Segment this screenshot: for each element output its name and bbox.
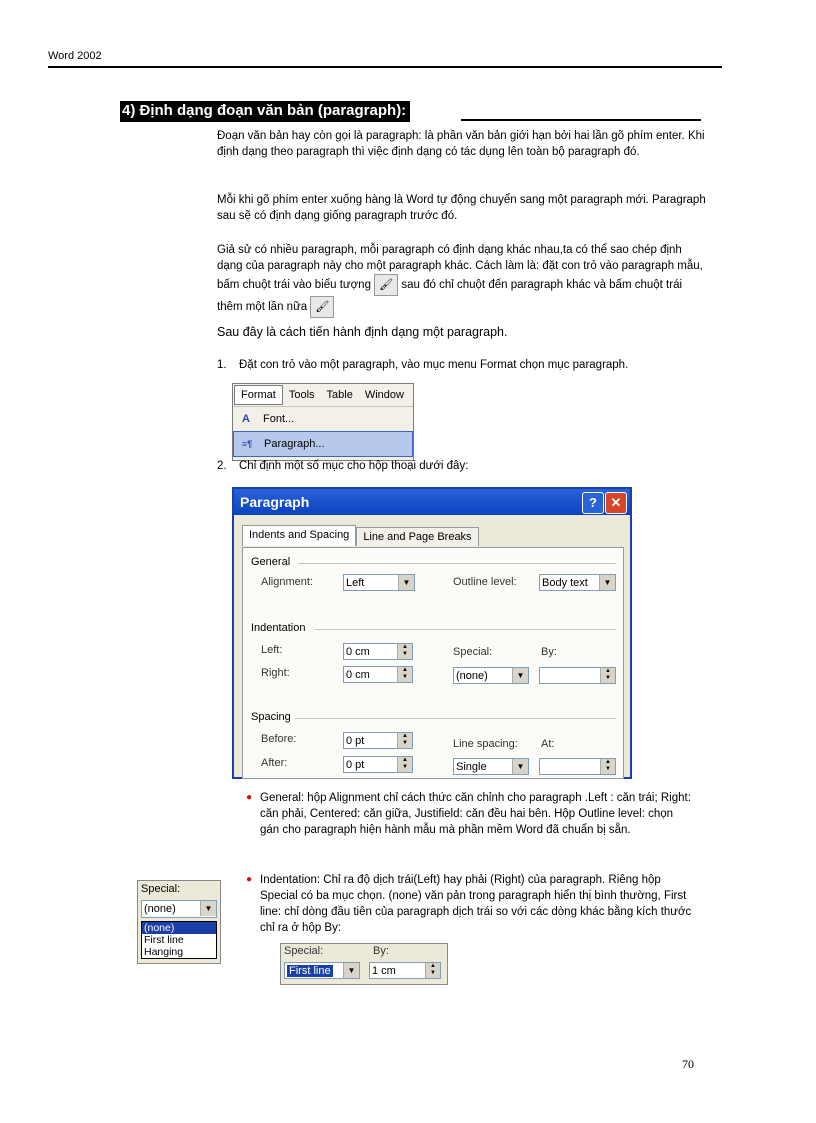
- left-indent-value: 0 cm: [346, 646, 370, 658]
- menu-item-font[interactable]: [233, 407, 413, 431]
- paragraph-text: sau đó chỉ chuột đến paragraph khác và bấm chuột trái thêm một lần nữa: [217, 279, 683, 314]
- menu-window[interactable]: Window: [364, 389, 404, 401]
- special-options-list: [141, 921, 217, 959]
- special-value: (none): [144, 903, 176, 915]
- special-label: Special:: [284, 945, 324, 957]
- spinner-icon: ▲ ▼: [397, 757, 412, 772]
- step-2: [217, 458, 468, 474]
- paragraph-intro: [217, 128, 707, 160]
- special-label: Special:: [453, 646, 493, 658]
- bullet-general: [246, 790, 695, 838]
- by-label: By:: [373, 945, 389, 957]
- bullet-icon: ●: [246, 792, 253, 803]
- paragraph-text: Đoạn văn bản hay còn gọi là paragraph: là phần văn bản giới hạn bởi hai lần gõ phím enter. Khi định dạng theo paragraph thì việc định dạng có tác dụng lên toàn bộ paragraph đó.: [217, 130, 705, 158]
- step-1: [217, 357, 628, 373]
- format-painter-icon: 🖌: [310, 296, 334, 318]
- chevron-down-icon: ▼: [512, 668, 528, 683]
- format-menu-screenshot: [232, 383, 414, 461]
- close-button[interactable]: ✕: [605, 492, 627, 514]
- step-number: 1.: [217, 359, 227, 371]
- dialog-tabs: [242, 525, 479, 546]
- left-indent-input[interactable]: [343, 643, 413, 660]
- special-select[interactable]: [141, 900, 217, 918]
- divider: [298, 563, 616, 564]
- at-input[interactable]: [539, 758, 616, 775]
- menu-format[interactable]: Format: [234, 385, 283, 405]
- special-value: (none): [456, 670, 488, 682]
- font-icon: A: [242, 413, 250, 425]
- right-indent-input[interactable]: [343, 666, 413, 683]
- format-painter-icon: 🖌: [374, 274, 398, 296]
- spinner-icon: ▲ ▼: [397, 644, 412, 659]
- alignment-value: Left: [346, 577, 365, 589]
- spinner-icon: ▲ ▼: [425, 963, 440, 978]
- paragraph-text: Sau đây là cách tiến hành định dạng một paragraph.: [217, 325, 508, 339]
- spinner-icon: ▲ ▼: [600, 759, 615, 774]
- chevron-down-icon: ▼: [398, 575, 414, 590]
- special-label: Special:: [141, 883, 181, 895]
- spacing-group-label: Spacing: [251, 711, 291, 723]
- by-value: 1 cm: [372, 965, 396, 977]
- paragraph-next: [217, 324, 707, 340]
- line-spacing-value: Single: [456, 761, 487, 773]
- alignment-select[interactable]: [343, 574, 415, 591]
- paragraph-text: Giả sử có nhiều paragraph, mỗi paragraph có định dạng khác nhau,ta có thể sao chép định dạng của paragraph này cho một paragraph khác. Cách làm là: đặt con trỏ vào paragraph mẫu, bấm chuột trái vào biểu tượng: [217, 244, 703, 292]
- outline-level-value: Body text: [542, 577, 588, 589]
- step-text: Đặt con trỏ vào một paragraph, vào mục menu Format chọn mục paragraph.: [239, 359, 629, 371]
- option-none[interactable]: (none): [142, 922, 216, 934]
- menu-item-label: Paragraph...: [264, 438, 325, 450]
- divider: [295, 718, 616, 719]
- right-label: Right:: [261, 667, 290, 679]
- paragraph-auto: [217, 192, 707, 224]
- running-header: Word 2002: [48, 50, 102, 62]
- paragraph-copy-format: [217, 242, 707, 318]
- step-number: 2.: [217, 460, 227, 472]
- menu-table[interactable]: Table: [326, 389, 353, 401]
- by-input[interactable]: [369, 962, 441, 979]
- by-input[interactable]: [539, 667, 616, 684]
- option-hanging[interactable]: Hanging: [144, 946, 184, 958]
- paragraph-text: Mỗi khi gõ phím enter xuống hàng là Word tự động chuyển sang một paragraph mới. Paragraph sau sẽ có định dạng giống paragraph trước đó.: [217, 194, 706, 222]
- bullet-text: Indentation: Chỉ ra độ dịch trái(Left) hay phải (Right) của paragraph. Riêng hộp Special có ba mục chọn. (none) văn pản trong paragraph hiển thị bình thường, First line: chỉ dòng đầu tiên của paragraph dịch trái so với các dòng khác bằng kích thước chỉ ra ở hộp By:: [260, 874, 692, 934]
- chevron-down-icon: ▼: [599, 575, 615, 590]
- chevron-down-icon: ▼: [343, 963, 359, 978]
- alignment-label: Alignment:: [261, 576, 313, 588]
- chevron-down-icon: ▼: [512, 759, 528, 774]
- spinner-icon: ▲ ▼: [397, 733, 412, 748]
- header-rule: [48, 66, 722, 68]
- before-input[interactable]: [343, 732, 413, 749]
- after-value: 0 pt: [346, 759, 365, 771]
- spinner-icon: ▲ ▼: [600, 668, 615, 683]
- outline-level-select[interactable]: [539, 574, 616, 591]
- special-select[interactable]: [453, 667, 529, 684]
- section-title: 4) Định dạng đoạn văn bản (paragraph):: [120, 101, 410, 122]
- section-rule: [461, 119, 701, 121]
- divider: [315, 629, 616, 630]
- tab-indents-spacing[interactable]: Indents and Spacing: [242, 525, 356, 546]
- dialog-panel: [242, 547, 624, 779]
- dialog-titlebar: [234, 489, 630, 515]
- before-value: 0 pt: [346, 735, 365, 747]
- general-group-label: General: [251, 556, 291, 568]
- menubar: [233, 384, 413, 407]
- paragraph-icon: ≡¶: [241, 439, 253, 449]
- indentation-group-label: Indentation: [251, 622, 306, 634]
- after-input[interactable]: [343, 756, 413, 773]
- menu-tools[interactable]: Tools: [288, 389, 315, 401]
- bullet-text: General: hộp Alignment chỉ cách thức căn chỉnh cho paragraph .Left : căn trái; Right: căn phải, Centered: căn giữa, Justifield: căn đều hai bên. Hộp Outline level: chọn gán cho paragraph hiện hành mẫu mà phần mềm Word đã chuẩn bị sẵn.: [260, 792, 691, 836]
- special-value: First line: [289, 965, 331, 977]
- at-label: At:: [541, 738, 555, 750]
- special-select[interactable]: [284, 962, 360, 979]
- menu-item-label: Font...: [263, 413, 295, 425]
- after-label: After:: [261, 757, 288, 769]
- special-by-screenshot: [280, 943, 448, 985]
- bullet-indentation: [246, 872, 695, 936]
- paragraph-dialog: [232, 487, 632, 779]
- chevron-down-icon: ▼: [200, 901, 216, 916]
- bullet-icon: ●: [246, 874, 253, 885]
- by-label: By:: [541, 646, 557, 658]
- special-dropdown-screenshot: [137, 880, 221, 964]
- line-spacing-select[interactable]: [453, 758, 529, 775]
- help-button[interactable]: ?: [582, 492, 604, 514]
- dialog-title: Paragraph: [240, 494, 310, 510]
- step-text: Chỉ định một số mục cho hộp thoại dưới đây:: [239, 460, 469, 472]
- tab-line-page-breaks[interactable]: Line and Page Breaks: [356, 527, 478, 546]
- before-label: Before:: [261, 733, 297, 745]
- right-indent-value: 0 cm: [346, 669, 370, 681]
- outline-level-label: Outline level:: [453, 576, 517, 588]
- page-number: 70: [682, 1057, 694, 1071]
- line-spacing-label: Line spacing:: [453, 738, 518, 750]
- option-first-line[interactable]: First line: [144, 934, 184, 946]
- left-label: Left:: [261, 644, 283, 656]
- menu-item-paragraph[interactable]: [233, 431, 413, 457]
- spinner-icon: ▲ ▼: [397, 667, 412, 682]
